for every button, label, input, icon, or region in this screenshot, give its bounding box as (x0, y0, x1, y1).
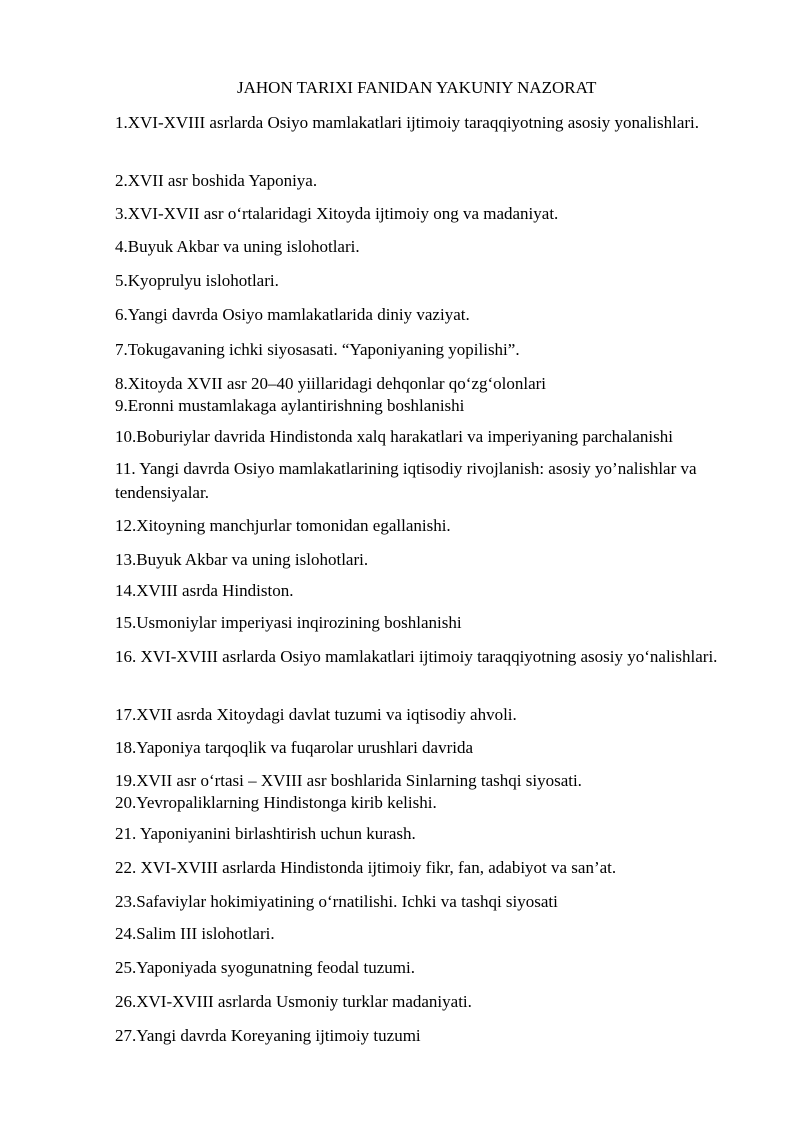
question-item: 5.Kyoprulyu islohotlari. (115, 271, 279, 290)
question-item: 25.Yaponiyada syogunatning feodal tuzumi. (115, 958, 415, 977)
question-item: 15.Usmoniylar imperiyasi inqirozining boshlanishi (115, 613, 462, 632)
question-item: 19.XVII asr oʻrtasi – XVIII asr boshlarida Sinlarning tashqi siyosati. (115, 771, 582, 790)
question-item: 4.Buyuk Akbar va uning islohotlari. (115, 237, 360, 256)
question-item: 27.Yangi davrda Koreyaning ijtimoiy tuzumi (115, 1026, 421, 1045)
question-item: 26.XVI-XVIII asrlarda Usmoniy turklar madaniyati. (115, 992, 472, 1011)
question-item: 22. XVI-XVIII asrlarda Hindistonda ijtimoiy fikr, fan, adabiyot va san’at. (115, 858, 617, 877)
question-item: 3.XVI-XVII asr oʻrtalaridagi Xitoyda ijtimoiy ong va madaniyat. (115, 204, 559, 223)
document-title: JAHON TARIXI FANIDAN YAKUNIY NAZORAT (237, 78, 597, 97)
question-item: 2.XVII asr boshida Yaponiya. (115, 171, 318, 190)
question-item: 11. Yangi davrda Osiyo mamlakatlarining iqtisodiy rivojlanish: asosiy yo’nalishlar va tendensiyalar. (115, 459, 697, 502)
question-item: 1.XVI-XVIII asrlarda Osiyo mamlakatlari ijtimoiy taraqqiyotning asosiy yonalishlari. (115, 113, 700, 132)
question-item: 20.Yevropaliklarning Hindistonga kirib kelishi. (115, 793, 437, 812)
question-item: 12.Xitoyning manchjurlar tomonidan egallanishi. (115, 516, 451, 535)
question-item: 7.Tokugavaning ichki siyosasati. “Yaponiyaning yopilishi”. (115, 340, 520, 359)
question-item: 8.Xitoyda XVII asr 20–40 yiillaridagi dehqonlar qoʻzgʻolonlari (115, 374, 547, 393)
question-item: 14.XVIII asrda Hindiston. (115, 581, 294, 600)
question-item: 21. Yaponiyanini birlashtirish uchun kurash. (115, 824, 416, 843)
question-item: 13.Buyuk Akbar va uning islohotlari. (115, 550, 369, 569)
question-item: 23.Safaviylar hokimiyatining oʻrnatilishi. Ichki va tashqi siyosati (115, 892, 558, 911)
question-item: 16. XVI-XVIII asrlarda Osiyo mamlakatlari ijtimoiy taraqqiyotning asosiy yoʻnalishlari. (115, 647, 718, 666)
question-item: 24.Salim III islohotlari. (115, 924, 275, 943)
question-item: 10.Boburiylar davrida Hindistonda xalq harakatlari va imperiyaning parchalanishi (115, 427, 673, 446)
question-item: 17.XVII asrda Xitoydagi davlat tuzumi va iqtisodiy ahvoli. (115, 705, 517, 724)
question-item: 6.Yangi davrda Osiyo mamlakatlarida diniy vaziyat. (115, 305, 470, 324)
question-item: 9.Eronni mustamlakaga aylantirishning boshlanishi (115, 396, 465, 415)
question-item: 18.Yaponiya tarqoqlik va fuqarolar urushlari davrida (115, 738, 474, 757)
